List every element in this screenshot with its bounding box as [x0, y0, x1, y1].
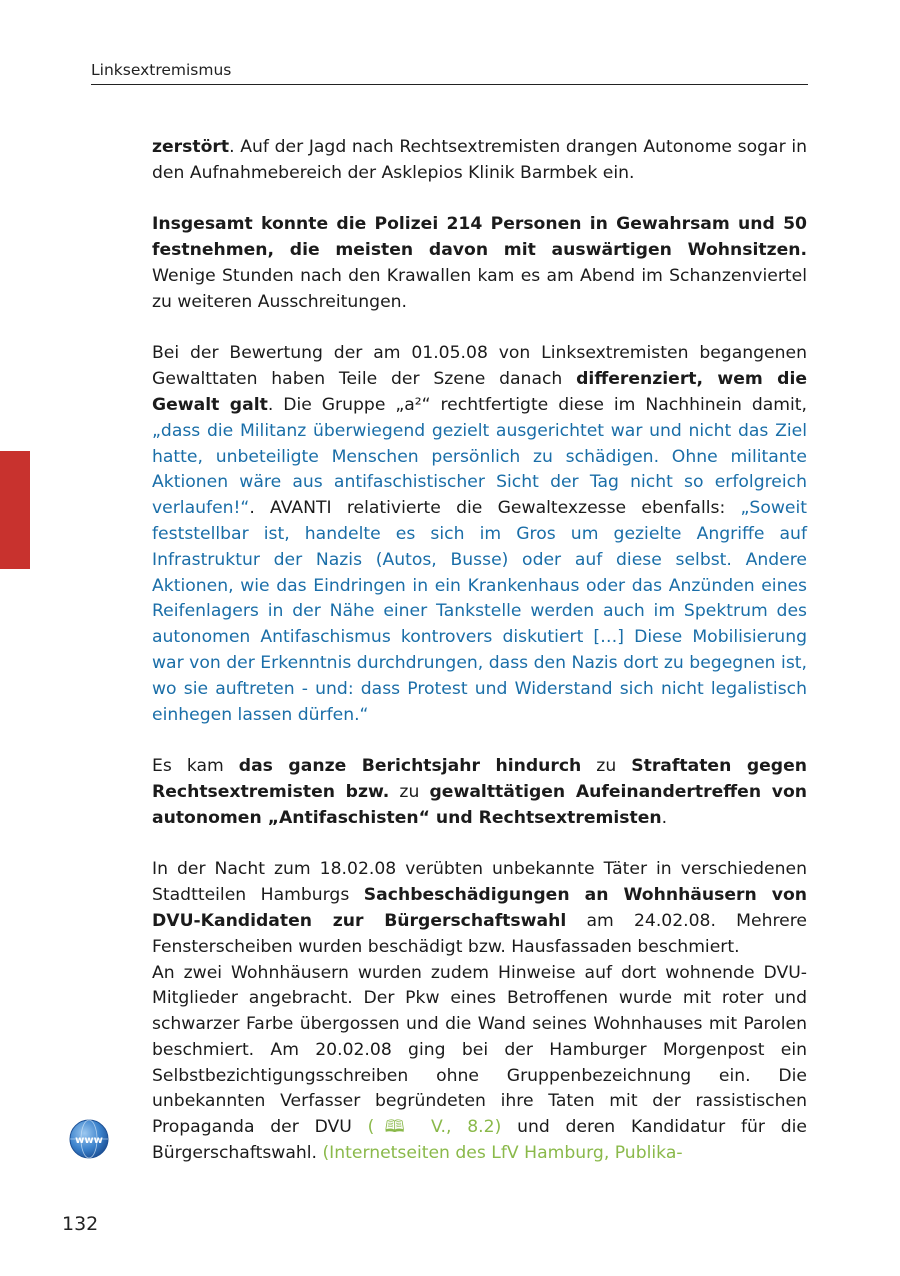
text-segment: Bei der Bewertung der am 01.05.08 von Linksextremisten begangenen Gewalttaten haben Teile der Szene danach: [152, 343, 807, 390]
header-rule: [91, 84, 808, 85]
paragraph: [152, 135, 807, 187]
text-segment: . Die Gruppe „a²“ rechtfertigte diese im Nachhinein damit,: [267, 394, 807, 415]
text-segment: .: [661, 807, 668, 828]
text-segment: . Auf der Jagd nach Rechtsextremisten drangen Autonome sogar in den Aufnahmebereich der Asklepios Klinik Barmbek ein.: [152, 137, 807, 183]
body-text: [152, 135, 807, 1167]
page-number: 132: [62, 1213, 99, 1235]
bold-text: gewalttätigen Aufeinandertreffen von autonomen „Antifaschisten“ und Rechtsextremisten: [152, 781, 807, 828]
text-segment: Wenige Stunden nach den Krawallen kam es am Abend im Schanzenviertel zu weiteren Ausschreitungen.: [152, 265, 807, 312]
bold-text: zerstört: [152, 137, 230, 157]
bold-text: differenziert, wem die Gewalt galt: [152, 369, 807, 415]
reference-link[interactable]: (Internetseiten des LfV Hamburg, Publika-: [322, 1143, 683, 1164]
www-icon: [68, 1118, 110, 1160]
text-segment: zu: [581, 756, 632, 777]
text-segment: In der Nacht zum 18.02.08 verübten unbekannte Täter in verschiedenen Stadtteilen Hamburgs: [152, 859, 807, 906]
text-segment: und deren Kandidatur für die Bürgerschaftswahl.: [152, 1117, 807, 1164]
bold-text: Sachbeschädigungen an Wohnhäusern von DVU-Kandidaten zur Bürgerschaftswahl: [152, 885, 807, 931]
bold-text: Insgesamt konnte die Polizei 214 Personen in Gewahrsam und 50 festnehmen, die meisten davon mit auswärtigen Wohnsitzen.: [152, 214, 807, 261]
reference-link[interactable]: (🕮 V., 8.2): [367, 1117, 502, 1138]
text-segment: . AVANTI relativierte die Gewaltexzesse ebenfalls:: [249, 498, 741, 519]
bold-text: das ganze Berichtsjahr hindurch: [238, 756, 582, 777]
text-segment: Es kam: [152, 756, 239, 777]
paragraph: [152, 857, 807, 960]
paragraph: [152, 961, 807, 1167]
svg-text:www: www: [75, 1135, 103, 1146]
quotation: „Soweit feststellbar ist, handelte es sich im Gros um gezielte Angriffe auf Infrastruktur der Nazis (Autos, Busse) oder auf diese selbst. Andere Aktionen, wie das Eindringen in ein Krankenhaus oder das Anzünden eines Reifenlagers in der Nähe einer Tankstelle werden auch im Spektrum des autonomen Antifaschismus kontrovers diskutiert […] Diese Mobilisierung war von der Erkenntnis durchdrungen, dass den Nazis dort zu begegnen ist, wo sie auftreten - und: dass Protest und Widerstand sich nicht legalistisch einhegen lassen dürfen.“: [152, 498, 807, 725]
text-segment: zu: [389, 781, 430, 802]
paragraph: [152, 212, 807, 315]
running-header: Linksextremismus: [91, 61, 232, 79]
paragraph: [152, 754, 807, 831]
paragraph: [152, 341, 807, 728]
chapter-tab-marker: [0, 451, 30, 569]
text-segment: An zwei Wohnhäusern wurden zudem Hinweise auf dort wohnende DVU-Mitglieder angebracht. Der Pkw eines Betroffenen wurde mit roter und schwarzer Farbe übergossen und die Wand seines Wohnhauses mit Parolen beschmiert. Am 20.02.08 ging bei der Hamburger Morgenpost ein Selbstbezichtigungsschreiben ohne Gruppenbezeichnung ein. Die unbekannten Verfasser begründeten ihre Taten mit der rassistischen Propaganda der DVU: [152, 962, 807, 1138]
bold-text: Straftaten gegen Rechtsextremisten bzw.: [152, 756, 807, 802]
text-segment: am 24.02.08. Mehrere Fensterscheiben wurden beschädigt bzw. Hausfassaden beschmiert.: [152, 910, 807, 957]
quotation: „dass die Militanz überwiegend gezielt ausgerichtet war und nicht das Ziel hatte, unbeteiligte Menschen persönlich zu schädigen. Ohne militante Aktionen wäre aus antifaschistischer Sicht der Tag nicht so erfolgreich verlaufen!“: [152, 420, 807, 519]
